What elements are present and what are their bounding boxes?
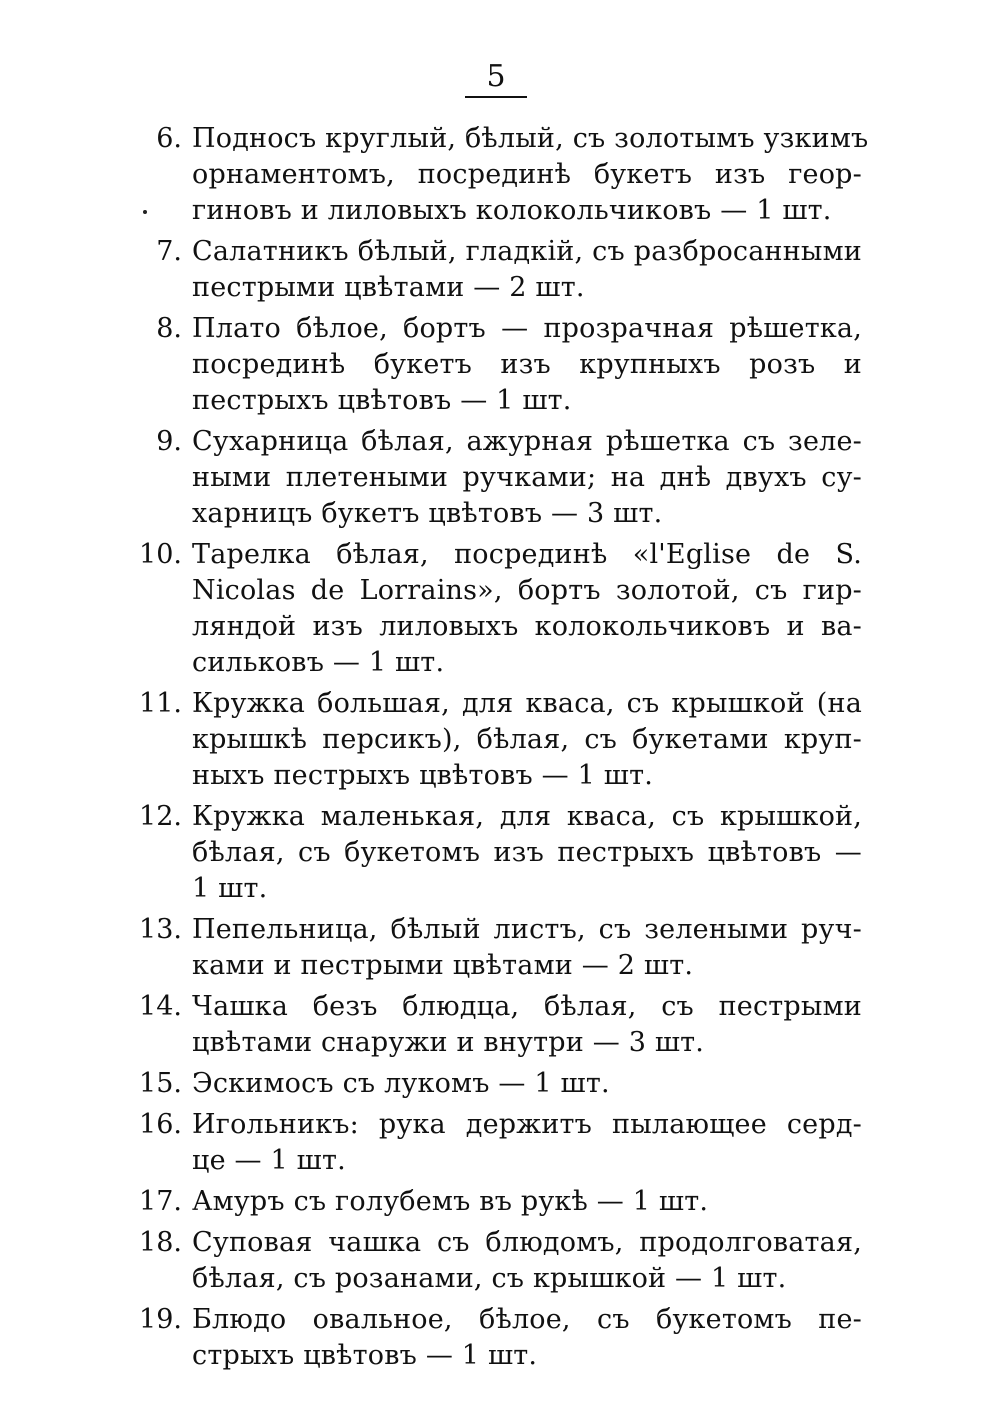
entry-text-line: ныхъ пестрыхъ цвѣтовъ — 1 шт.: [192, 760, 654, 791]
inventory-entry: [0, 799, 1000, 907]
entry-number: 10.: [139, 539, 182, 570]
entry-text-line: Игольникъ: рука держитъ пылающее серд-: [192, 1109, 862, 1140]
entry-number: 7.: [156, 236, 182, 267]
entry-number: 17.: [139, 1186, 182, 1217]
inventory-entry: [0, 1066, 1000, 1102]
entry-text-line: цвѣтами снаружи и внутри — 3 шт.: [192, 1027, 705, 1058]
entry-text-line: Амуръ съ голубемъ въ рукѣ — 1 шт.: [192, 1186, 709, 1217]
entry-number: 15.: [139, 1068, 182, 1099]
inventory-entry: [0, 234, 1000, 306]
entry-number: 19.: [139, 1304, 182, 1335]
inventory-entry: [0, 424, 1000, 532]
entry-number: 14.: [139, 991, 182, 1022]
entry-text-line: це — 1 шт.: [192, 1145, 346, 1176]
entry-text-line: Чашка безъ блюдца, бѣлая, съ пестрыми: [192, 991, 862, 1022]
entry-number: 18.: [139, 1227, 182, 1258]
entry-text-line: Пепельница, бѣлый листъ, съ зелеными руч-: [192, 914, 862, 945]
entry-text-line: гиновъ и лиловыхъ колокольчиковъ — 1 шт.: [192, 195, 832, 226]
inventory-entry: [0, 537, 1000, 681]
entry-text-line: орнаментомъ, посрединѣ букетъ изъ геор-: [192, 159, 862, 190]
entry-number: 16.: [139, 1109, 182, 1140]
entry-text-line: Кружка маленькая, для кваса, съ крышкой,: [192, 801, 862, 832]
entry-text-line: Кружка большая, для кваса, съ крышкой (на: [192, 688, 862, 719]
entry-text-line: ляндой изъ лиловыхъ колокольчиковъ и ва-: [192, 611, 862, 642]
entry-text-line: ными плетеными ручками; на днѣ двухъ су-: [192, 462, 862, 493]
entry-number: 12.: [139, 801, 182, 832]
inventory-entry: [0, 989, 1000, 1061]
entry-text-line: Суповая чашка съ блюдомъ, продолговатая,: [192, 1227, 862, 1258]
entry-number: 13.: [139, 914, 182, 945]
entry-text-line: Эскимосъ съ лукомъ — 1 шт.: [192, 1068, 610, 1099]
entry-text-line: Блюдо овальное, бѣлое, съ букетомъ пе-: [192, 1304, 862, 1335]
entry-text-line: пестрыхъ цвѣтовъ — 1 шт.: [192, 385, 572, 416]
entry-number: 6.: [156, 123, 182, 154]
inventory-entry: [0, 912, 1000, 984]
inventory-entry: [0, 121, 1000, 229]
entry-text-line: Тарелка бѣлая, посрединѣ «l'Eglise de S.: [192, 539, 862, 570]
entry-text-line: пестрыми цвѣтами — 2 шт.: [192, 272, 585, 303]
inventory-entry: [0, 1225, 1000, 1297]
entry-text-line: посрединѣ букетъ изъ крупныхъ розъ и: [192, 349, 862, 380]
inventory-entry: [0, 686, 1000, 794]
entry-text-line: Плато бѣлое, бортъ — прозрачная рѣшетка,: [192, 313, 862, 344]
entry-text-line: Сухарница бѣлая, ажурная рѣшетка съ зеле-: [192, 426, 862, 457]
inventory-entry: [0, 311, 1000, 419]
inventory-entry: [0, 1184, 1000, 1220]
page-number: 5: [465, 60, 527, 98]
entry-text-line: бѣлая, съ букетомъ изъ пестрыхъ цвѣтовъ —: [192, 837, 862, 868]
entry-text-line: крышкѣ персикъ), бѣлая, съ букетами круп-: [192, 724, 862, 755]
entry-text-line: Подносъ круглый, бѣлый, съ золотымъ узкимъ: [192, 123, 869, 154]
entry-text-line: бѣлая, съ розанами, съ крышкой — 1 шт.: [192, 1263, 787, 1294]
entry-text-line: Салатникъ бѣлый, гладкій, съ разбросанными: [192, 236, 862, 267]
entry-number: 9.: [156, 426, 182, 457]
entry-text-line: стрыхъ цвѣтовъ — 1 шт.: [192, 1340, 538, 1371]
inventory-entry: [0, 1302, 1000, 1374]
entry-number: 11.: [139, 688, 182, 719]
entry-text-line: сильковъ — 1 шт.: [192, 647, 445, 678]
entry-text-line: Nicolas de Lorrains», бортъ золотой, съ гир-: [192, 575, 862, 606]
inventory-list: [0, 121, 1000, 1379]
inventory-entry: [0, 1107, 1000, 1179]
entry-text-line: 1 шт.: [192, 873, 268, 904]
entry-number: 8.: [156, 313, 182, 344]
entry-text-line: ками и пестрыми цвѣтами — 2 шт.: [192, 950, 694, 981]
entry-text-line: харницъ букетъ цвѣтовъ — 3 шт.: [192, 498, 663, 529]
